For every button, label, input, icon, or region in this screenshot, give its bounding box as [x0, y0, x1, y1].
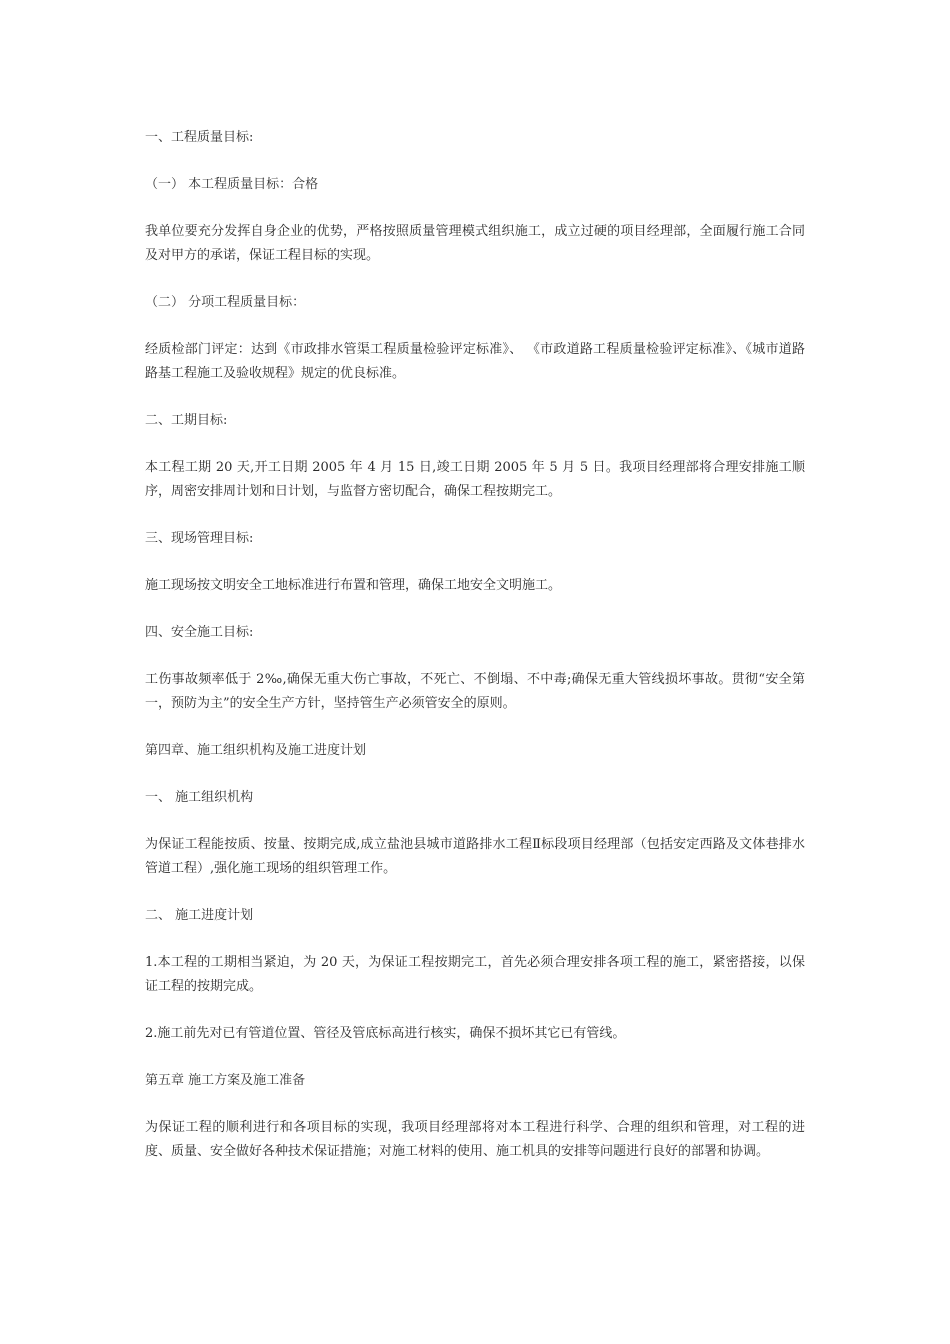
chapter-heading-5: 第五章 施工方案及施工准备 [145, 1073, 306, 1088]
paragraph-site-management: 施工现场按文明安全工地标准进行布置和管理，确保工地安全文明施工。 [145, 578, 562, 593]
subheading-progress-plan: 二、 施工进度计划 [145, 908, 254, 923]
section-heading-schedule-goal: 二、工期目标: [145, 413, 228, 428]
paragraph-progress-item-1: 1.本工程的工期相当紧迫，为 20 天，为保证工程按期完工，首先必须合理安排各项工程的施工，紧密搭接，以保证工程的按期完成。 [145, 955, 805, 994]
paragraph-progress-item-2: 2.施工前先对已有管道位置、管径及管底标高进行核实，确保不损坏其它已有管线。 [145, 1026, 626, 1041]
document-page [145, 126, 805, 1187]
section-heading-safety-goal: 四、安全施工目标: [145, 625, 254, 640]
paragraph-schedule-dates: 本工程工期 20 天,开工日期 2005 年 4 月 15 日,竣工日期 2005 年 5 月 5 日。我项目经理部将合理安排施工顺序，周密安排周计划和日计划，与监督方密切配合，确保工程按期完工。 [145, 460, 805, 499]
paragraph-safety-goal: 工伤事故频率低于 2‰,确保无重大伤亡事故，不死亡、不倒塌、不中毒;确保无重大管线损坏事故。贯彻“安全第一，预防为主”的安全生产方针，坚持管生产必须管安全的原则。 [145, 672, 805, 711]
chapter-heading-4: 第四章、施工组织机构及施工进度计划 [145, 743, 367, 758]
subheading-organization: 一、 施工组织机构 [145, 790, 254, 805]
paragraph-organization: 为保证工程能按质、按量、按期完成,成立盐池县城市道路排水工程Ⅱ标段项目经理部（包括安定西路及文体巷排水管道工程）,强化施工现场的组织管理工作。 [145, 837, 805, 876]
subheading-subitem-quality-goal: （二） 分项工程质量目标： [145, 295, 306, 310]
section-heading-site-management: 三、现场管理目标: [145, 531, 254, 546]
paragraph-quality-standards: 经质检部门评定：达到《市政排水管渠工程质量检验评定标准》、 《市政道路工程质量检验评定标准》、《城市道路路基工程施工及验收规程》规定的优良标准。 [145, 342, 805, 381]
subheading-project-quality-goal: （一） 本工程质量目标：合格 [145, 177, 319, 192]
paragraph-quality-commitment: 我单位要充分发挥自身企业的优势，严格按照质量管理模式组织施工，成立过硬的项目经理部，全面履行施工合同及对甲方的承诺，保证工程目标的实现。 [145, 224, 805, 263]
section-heading-quality-goal: 一、工程质量目标: [145, 130, 254, 145]
paragraph-construction-plan: 为保证工程的顺利进行和各项目标的实现，我项目经理部将对本工程进行科学、合理的组织和管理，对工程的进度、质量、安全做好各种技术保证措施；对施工材料的使用、施工机具的安排等问题进行良好的部署和协调。 [145, 1120, 805, 1159]
